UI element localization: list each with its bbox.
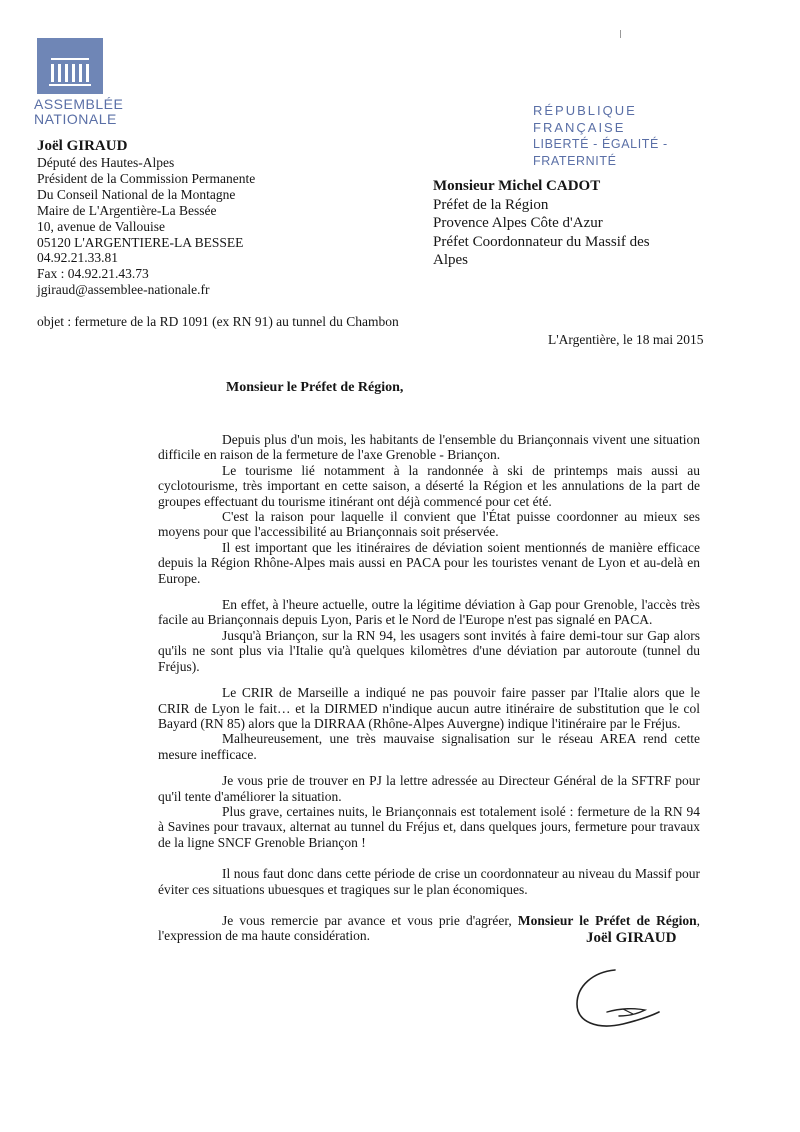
body-paragraph: Je vous prie de trouver en PJ la lettre adressée au Directeur Général de la SFTRF pour qu'il tente d'améliorer la situation. (158, 773, 700, 804)
sender-line: Maire de L'Argentière-La Bessée (37, 202, 217, 218)
body-paragraph: Le tourisme lié notamment à la randonnée à ski de printemps mais aussi au cyclotourisme, très important en cette saison, a déserté la Région et les annulations de la part de groupes effectuant du tourisme itinérant ont déjà commencé pour cet été. (158, 462, 700, 509)
body-paragraph: Le CRIR de Marseille a indiqué ne pas pouvoir faire passer par l'Italie alors que le CRIR de Lyon le fait… et la DIRMED n'indique aucun autre itinéraire de substitution que le col Bayard (RN 85) alors que la DIRRAA (Rhône-Alpes Auvergne) indique l'itinéraire par le Fréjus. (158, 685, 700, 731)
body-paragraph: Plus grave, certaines nuits, le Briançonnais est totalement isolé : fermeture de la RN 94 à Savines pour travaux, alternat au tunnel du Fréjus et, dans quelques jours, fermeture pour travaux de la ligne SNCF Grenoble Briançon ! (158, 803, 700, 850)
body-paragraph: Jusqu'à Briançon, sur la RN 94, les usagers sont invités à faire demi-tour sur Gap alors qu'ils ne sont plus via l'Italie qu'à quelques kilomètres d'une déviation par autoroute (tunnel du Fréjus). (158, 627, 700, 674)
recipient-line: Préfet Coordonnateur du Massif des (433, 233, 650, 250)
body-paragraph: Depuis plus d'un mois, les habitants de l'ensemble du Briançonnais vivent une situation difficile en raison de la fermeture de l'axe Grenoble - Briançon. (158, 432, 700, 463)
letter-body (158, 432, 700, 944)
letter-date: L'Argentière, le 18 mai 2015 (548, 332, 704, 347)
republic-header (533, 102, 723, 170)
recipient-name: Monsieur Michel CADOT (433, 178, 601, 194)
sender-line: Député des Hautes-Alpes (37, 155, 175, 170)
sender-line: Du Conseil National de la Montagne (37, 186, 236, 202)
subject-line: objet : fermeture de la RD 1091 (ex RN 91) au tunnel du Chambon (37, 314, 399, 329)
recipient-line: Préfet de la Région (433, 196, 549, 213)
scan-mark (620, 30, 621, 38)
recipient-line: Alpes (433, 252, 468, 268)
recipient-line: Provence Alpes Côte d'Azur (433, 215, 603, 231)
body-paragraph: Il nous faut donc dans cette période de crise un coordonnateur au niveau du Massif pour éviter ces situations ubuesques et tragiques sur le plan économiques. (158, 866, 700, 897)
salutation: Monsieur le Préfet de Région, (226, 380, 404, 395)
sender-line: Fax : 04.92.21.43.73 (37, 266, 149, 282)
logo-text-line1: ASSEMBLÉE (34, 96, 124, 112)
republic-motto: LIBERTÉ - ÉGALITÉ - FRATERNITÉ (533, 137, 668, 168)
logo-text-line2: NATIONALE (34, 111, 117, 127)
sender-line: 10, avenue de Vallouise (37, 218, 165, 234)
handwritten-signature-icon (563, 962, 673, 1047)
closing-text: Je vous remercie par avance et vous prie d'agréer, (222, 912, 518, 928)
assemblee-logo-icon (37, 38, 103, 94)
signature-name: Joël GIRAUD (586, 930, 677, 946)
sender-line: 05120 L'ARGENTIERE-LA BESSEE (37, 234, 244, 250)
sender-line: 04.92.21.33.81 (37, 250, 118, 266)
closing-text-end: , l'expression de ma haute considération. (158, 912, 700, 944)
sender-email: jgiraud@assemblee-nationale.fr (37, 282, 210, 298)
sender-name: Joël GIRAUD (37, 138, 128, 154)
body-paragraph: En effet, à l'heure actuelle, outre la légitime déviation à Gap pour Grenoble, l'accès très facile au Briançonnais depuis Lyon, Paris et le Nord de l'Europe n'est pas signalé en PACA. (158, 597, 700, 628)
body-paragraph: Malheureusement, une très mauvaise signalisation sur le réseau AREA rend cette mesure inefficace. (158, 731, 700, 762)
body-paragraph: C'est la raison pour laquelle il convient que l'État puisse coordonner au mieux ses moyens pour que l'accessibilité au Briançonnais soit préservée. (158, 509, 700, 540)
sender-line: Président de la Commission Permanente (37, 170, 256, 186)
sender-block (37, 137, 255, 298)
republic-title: RÉPUBLIQUE FRANÇAISE (533, 103, 637, 135)
recipient-block (433, 177, 713, 270)
closing-bold: Monsieur le Préfet de Région (517, 912, 697, 928)
body-paragraph: Il est important que les itinéraires de déviation soient mentionnés de manière efficace depuis la Région Rhône-Alpes mais aussi en PACA pour les touristes venant de Lyon et au-delà en Europe. (158, 539, 700, 586)
